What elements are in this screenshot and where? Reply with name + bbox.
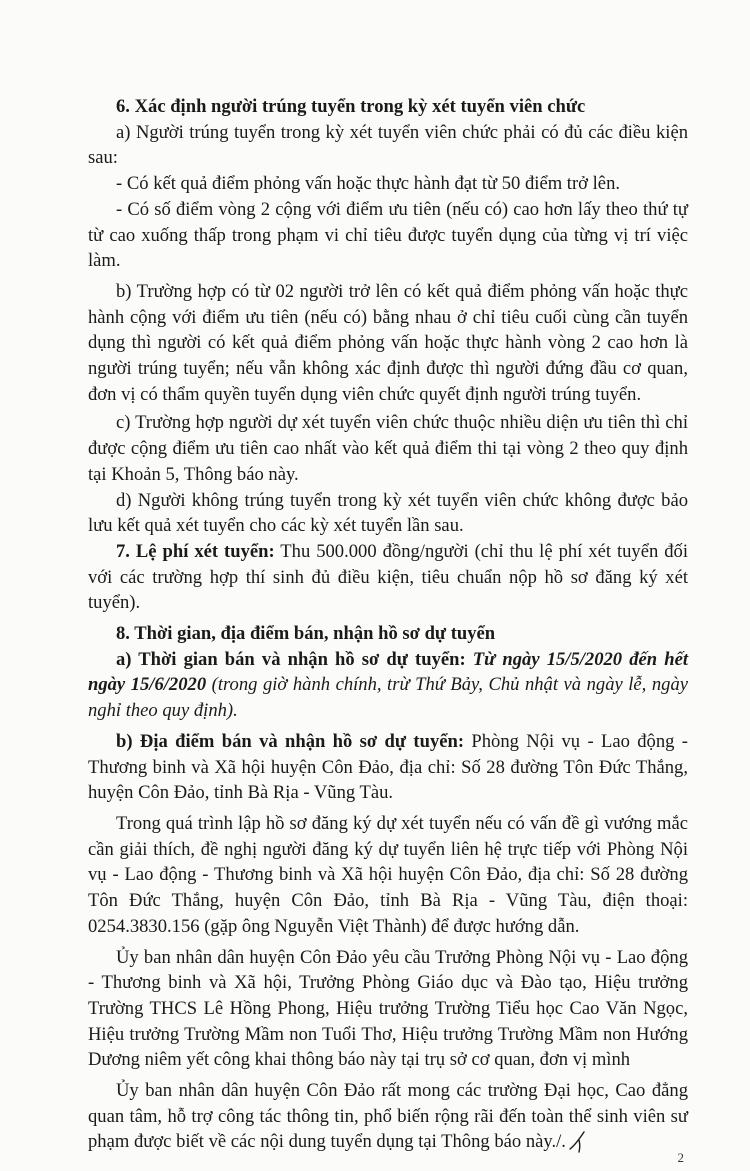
contact-paragraph: Trong quá trình lập hồ sơ đăng ký dự xét tuyển nếu có vấn đề gì vướng mắc cần giải thích, đề nghị người đăng ký dự tuyển liên hệ trực tiếp với Phòng Nội vụ - Lao động - Thương binh và Xã hội huyện Côn Đảo, địa chỉ: Số 28 đường Tôn Đức Thắng, huyện Côn Đảo, tỉnh Bà Rịa - Vũng Tàu, điện thoại: 0254.3830.156 (gặp ông Nguyễn Việt Thành) để được hướng dẫn. (88, 812, 688, 937)
section-7-label: 7. Lệ phí xét tuyển: (116, 540, 275, 562)
document-page (88, 94, 688, 1155)
closing-paragraph (88, 1078, 688, 1155)
section-8-heading: 8. Thời gian, địa điểm bán, nhận hồ sơ dự tuyển (116, 623, 496, 645)
section-7-text: Thu 500.000 đồng/người (chỉ thu lệ phí xét tuyển đối với các trường hợp thí sinh đủ điều kiện, tiêu chuẩn nộp hồ sơ đăng ký xét tuyển). (88, 540, 689, 614)
section-8b-label: b) Địa điểm bán và nhận hồ sơ dự tuyển: (116, 730, 465, 752)
section-6b: b) Trường hợp có từ 02 người trở lên có kết quả điểm phỏng vấn hoặc thực hành cộng với điểm ưu tiên (nếu có) bằng nhau ở chỉ tiêu cuối cùng cần tuyển dụng thì người có kết quả điểm phỏng vấn hoặc thực hành vòng 2 cao hơn là người trúng tuyển; nếu vẫn không xác định được thì người đứng đầu cơ quan, đơn vị có thẩm quyền tuyển dụng viên chức quyết định người trúng tuyển. (88, 280, 688, 405)
section-6a-item-1: - Có kết quả điểm phỏng vấn hoặc thực hành đạt từ 50 điểm trở lên. (116, 173, 621, 195)
section-6-heading: 6. Xác định người trúng tuyển trong kỳ xét tuyển viên chức (116, 96, 586, 117)
page-number: 2 (677, 1150, 684, 1165)
section-8a (88, 647, 688, 724)
section-8b (88, 729, 688, 806)
closing-text: Ủy ban nhân dân huyện Côn Đảo rất mong các trường Đại học, Cao đẳng quan tâm, hỗ trợ công tác thông tin, phổ biến rộng rãi đến toàn thể sinh viên sư phạm được biết về các nội dung tuyển dụng tại Thông báo này./. (88, 1080, 688, 1153)
section-6c: c) Trường hợp người dự xét tuyển viên chức thuộc nhiều diện ưu tiên thì chỉ được cộng điểm ưu tiên cao nhất vào kết quả điểm thi tại vòng 2 theo quy định tại Khoản 5, Thông báo này. (88, 412, 688, 485)
section-8b-text: Phòng Nội vụ - Lao động - Thương binh và Xã hội huyện Côn Đảo, địa chỉ: Số 28 đường Tôn Đức Thắng, huyện Côn Đảo, tỉnh Bà Rịa - Vũng Tàu. (88, 730, 688, 804)
request-paragraph: Ủy ban nhân dân huyện Côn Đảo yêu cầu Trưởng Phòng Nội vụ - Lao động - Thương binh và Xã hội, Trưởng Phòng Giáo dục và Đào tạo, Hiệu trưởng Trường THCS Lê Hồng Phong, Hiệu trưởng Trường Tiểu học Cao Văn Ngọc, Hiệu trưởng Trường Mầm non Tuổi Thơ, Hiệu trưởng Trường Mầm non Hướng Dương niêm yết công khai thông báo này tại trụ sở cơ quan, đơn vị mình (88, 946, 688, 1071)
section-8a-date: Từ ngày 15/5/2020 đến hết ngày 15/6/2020 (88, 648, 688, 696)
section-6a-intro: a) Người trúng tuyển trong kỳ xét tuyển viên chức phải có đủ các điều kiện sau: (88, 121, 688, 169)
initial-mark-icon (568, 1129, 590, 1153)
section-8a-label: a) Thời gian bán và nhận hồ sơ dự tuyển: (116, 648, 466, 670)
section-6d: d) Người không trúng tuyển trong kỳ xét tuyển viên chức không được bảo lưu kết quả xét tuyển cho các kỳ xét tuyển lần sau. (88, 489, 688, 537)
section-8a-note: (trong giờ hành chính, trừ Thứ Bảy, Chủ nhật và ngày lễ, ngày nghỉ theo quy định). (88, 674, 688, 722)
section-6a-item-2: - Có số điểm vòng 2 cộng với điểm ưu tiên (nếu có) cao hơn lấy theo thứ tự từ cao xuống thấp trong phạm vi chỉ tiêu được tuyển dụng của từng vị trí việc làm. (88, 198, 688, 272)
section-7 (88, 539, 688, 616)
